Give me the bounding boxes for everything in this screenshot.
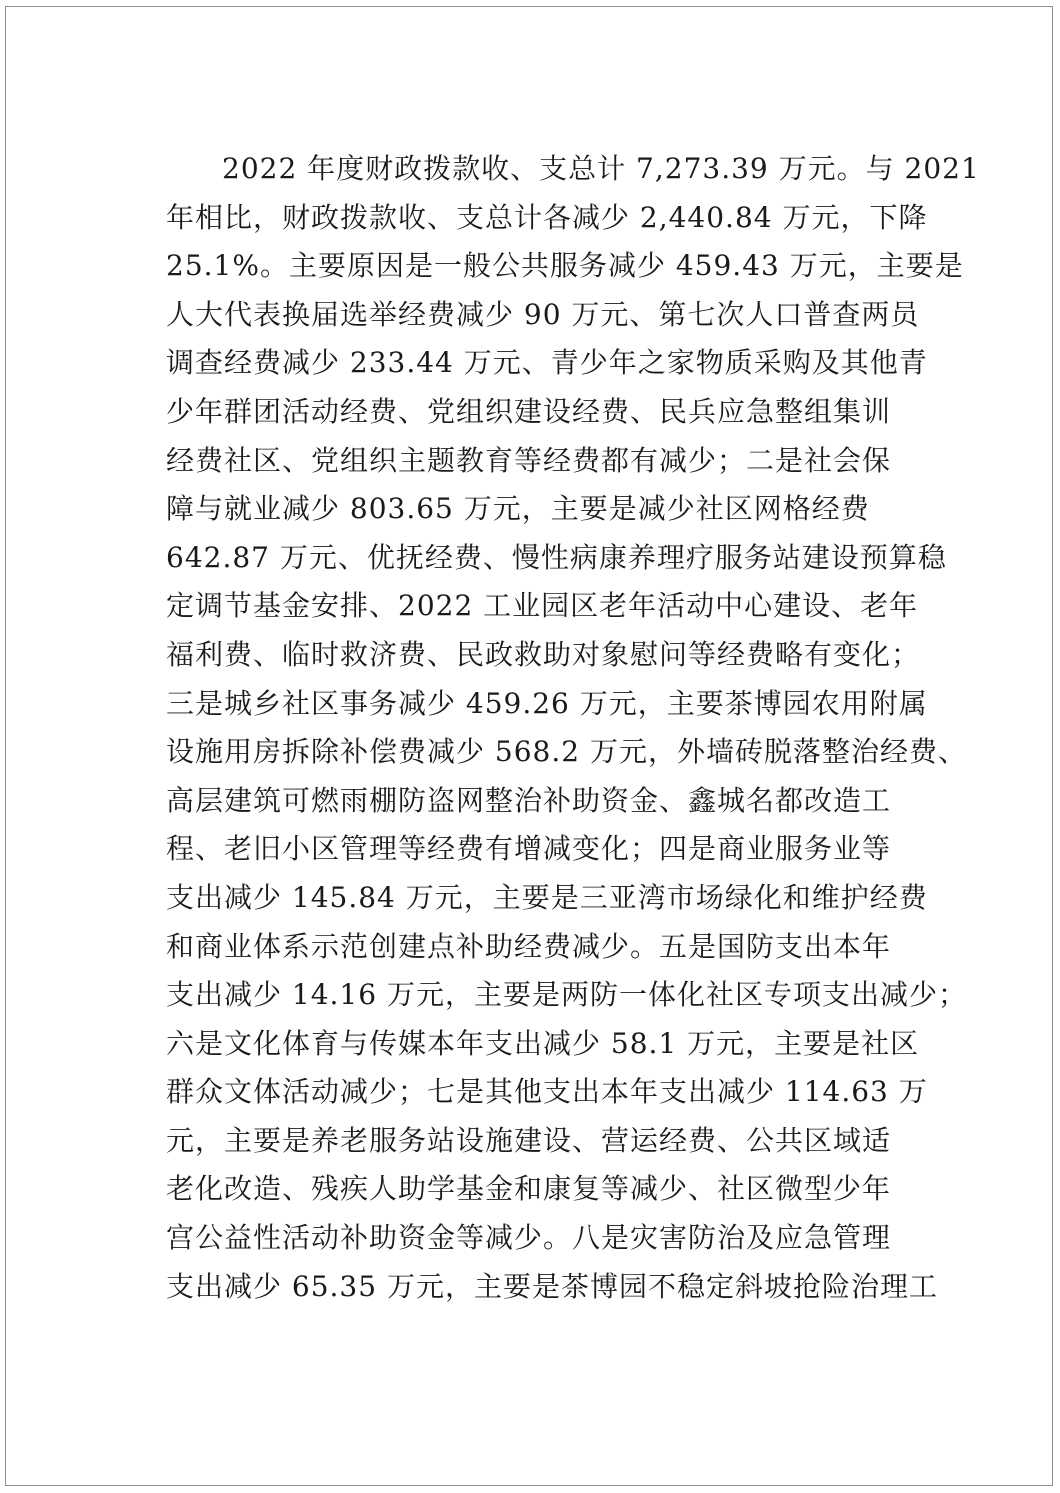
text-line-1: 2022 年度财政拨款收、支总计 7,273.39 万元。与 2021 <box>222 152 980 185</box>
text-line-6: 少年群团活动经费、党组织建设经费、民兵应急整组集训 <box>166 394 892 428</box>
text-line-19: 六是文化体育与传媒本年支出减少 58.1 万元，主要是社区 <box>166 1026 920 1060</box>
text-line-18: 支出减少 14.16 万元，主要是两防一体化社区专项支出减少； <box>166 978 967 1012</box>
text-line-9: 642.87 万元、优抚经费、慢性病康养理疗服务站建设预算稳 <box>166 540 947 574</box>
text-line-13: 设施用房拆除补偿费减少 568.2 万元，外墙砖脱落整治经费、 <box>166 735 967 769</box>
text-line-15: 程、老旧小区管理等经费有增减变化；四是商业服务业等 <box>166 832 892 866</box>
text-line-7: 经费社区、党组织主题教育等经费都有减少；二是社会保 <box>166 443 892 477</box>
text-line-11: 福利费、临时救济费、民政救助对象慰问等经费略有变化； <box>166 637 921 671</box>
text-line-20: 群众文体活动减少；七是其他支出本年支出减少 114.63 万 <box>166 1075 928 1109</box>
text-line-10: 定调节基金安排、2022 工业园区老年活动中心建设、老年 <box>166 589 919 623</box>
text-line-24: 支出减少 65.35 万元，主要是茶博园不稳定斜坡抢险治理工 <box>166 1269 938 1303</box>
text-line-23: 宫公益性活动补助资金等减少。八是灾害防治及应急管理 <box>166 1221 892 1255</box>
body-paragraph <box>166 145 980 1311</box>
text-line-22: 老化改造、残疾人助学基金和康复等减少、社区微型少年 <box>166 1172 892 1206</box>
text-line-12: 三是城乡社区事务减少 459.26 万元，主要茶博园农用附属 <box>166 686 928 720</box>
text-line-17: 和商业体系示范创建点补助经费减少。五是国防支出本年 <box>166 929 892 963</box>
text-line-16: 支出减少 145.84 万元，主要是三亚湾市场绿化和维护经费 <box>166 880 928 914</box>
document-page <box>5 6 1053 1486</box>
text-line-5: 调查经费减少 233.44 万元、青少年之家物质采购及其他青 <box>166 346 928 380</box>
text-line-3: 25.1%。主要原因是一般公共服务减少 459.43 万元，主要是 <box>166 249 964 283</box>
text-line-8: 障与就业减少 803.65 万元，主要是减少社区网格经费 <box>166 492 870 526</box>
text-line-2: 年相比，财政拨款收、支总计各减少 2,440.84 万元，下降 <box>166 200 928 234</box>
text-line-14: 高层建筑可燃雨棚防盗网整治补助资金、鑫城名都改造工 <box>166 783 892 817</box>
text-line-21: 元，主要是养老服务站设施建设、营运经费、公共区域适 <box>166 1123 892 1157</box>
text-line-4: 人大代表换届选举经费减少 90 万元、第七次人口普查两员 <box>166 297 920 331</box>
